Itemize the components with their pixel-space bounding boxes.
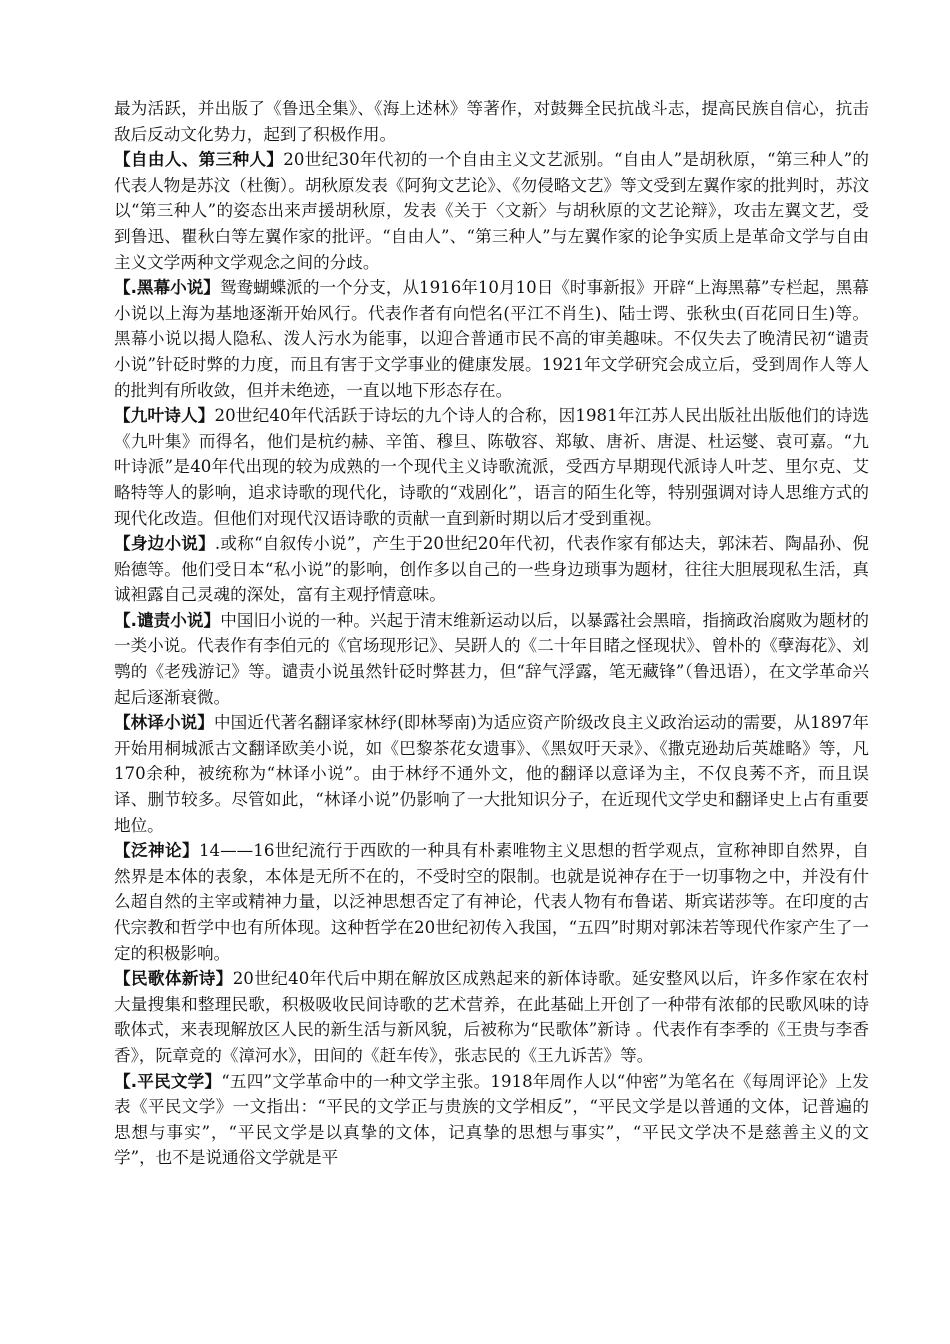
entry-term: 【自由人、第三种人】	[114, 150, 284, 170]
entry-text: .或称“自叙传小说”，产生于20世纪20年代初，代表作家有郁达夫，郭沫若、陶晶孙、倪贻德等。他们受日本“私小说”的影响，创作多以自己的一些身边琐事为题材，往往大胆展现私生活，真诚袒露自己灵魂的深处，富有主观抒情意味。	[114, 534, 870, 605]
entry-qianze-xiaoshuo	[114, 608, 869, 710]
entry-term: 【九叶诗人】	[114, 406, 215, 426]
entry-text: 20世纪40年代后中期在解放区成熟起来的新体诗歌。延安整风以后，许多作家在农村大量搜集和整理民歌，积极吸收民间诗歌的艺术营养，在此基础上开创了一种带有浓郁的民歌风味的诗歌体式，来表现解放区人民的新生活与新风貌，后被称为“民歌体”新诗 。代表作有李季的《王贵与李香香》，阮章竞的《漳河水》，田间的《赶车传》，张志民的《王九诉苦》等。	[114, 969, 869, 1065]
entry-term: 【身边小说】	[114, 534, 215, 554]
entry-linyi-xiaoshuo	[114, 710, 869, 838]
entry-term: 【.黑幕小说】	[114, 278, 220, 298]
document-page	[114, 96, 869, 1171]
entry-text: “五四”文学革命中的一种文学主张。1918年周作人以“仲密”为笔名在《每周评论》上发表《平民文学》一文指出：“平民的文学正与贵族的文学相反”，“平民文学是以普通的文体，记普遍的思想与事实”，“平民文学是以真挚的文体，记真挚的思想与事实”，“平民文学决不是慈善主义的文学”，也不是说通俗文学就是平	[114, 1071, 869, 1168]
entry-text: 20世纪40年代活跃于诗坛的九个诗人的合称，因1981年江苏人民出版社出版他们的诗选《九叶集》而得名，他们是杭约赫、辛笛、穆旦、陈敬容、郑敏、唐祈、唐湜、杜运燮、袁可嘉。“九叶诗派”是40年代出现的较为成熟的一个现代主义诗歌流派，受西方早期现代派诗人叶芝、里尔克、艾略特等人的影响，追求诗歌的现代化，诗歌的“戏剧化”，语言的陌生化等，特别强调对诗人思维方式的现代化改造。但他们对现代汉语诗歌的贡献一直到新时期以后才受到重视。	[114, 406, 869, 528]
entry-text: 20世纪30年代初的一个自由主义文艺派别。“自由人”是胡秋原，“第三种人”的代表人物是苏汶（杜衡）。胡秋原发表《阿狗文艺论》、《勿侵略文艺》等文受到左翼作家的批判时，苏汶以“第三种人”的姿态出来声援胡秋原，发表《关于〈文新〉与胡秋原的文艺论辩》，攻击左翼文艺，受到鲁迅、瞿秋白等左翼作家的批评。“自由人”、“第三种人”与左翼作家的论争实质上是革命文学与自由主义文学两种文学观念之间的分歧。	[114, 150, 870, 272]
entry-term: 【泛神论】	[114, 841, 199, 861]
entry-ziyouren-disanzhongren	[114, 147, 869, 275]
entry-term: 【民歌体新诗】	[114, 969, 233, 989]
entry-term: 【林译小说】	[114, 713, 214, 733]
entry-text: 14——16世纪流行于西欧的一种具有朴素唯物主义思想的哲学观点，宣称神即自然界，自然界是本体的表象，本体是无所不在的，不受时空的限制。也就是说神存在于一切事物之中，并没有什么超自然的主宰或精神力量，以泛神思想否定了有神论，代表人物有布鲁诺、斯宾诺莎等。在印度的古代宗教和哲学中也有所体现。这种哲学在20世纪初传入我国，“五四”时期对郭沫若等现代作家产生了一定的积极影响。	[114, 841, 869, 963]
entry-jiuye-shiren	[114, 403, 869, 531]
paragraph-continuation	[114, 96, 869, 147]
entry-shenbian-xiaoshuo	[114, 531, 869, 608]
entry-term: 【.谴责小说】	[114, 610, 221, 630]
entry-term: 【.平民文学】	[114, 1071, 222, 1091]
entry-mingeti-xinshi	[114, 966, 869, 1068]
entry-fanshenlun	[114, 838, 869, 966]
paragraph-text: 最为活跃，并出版了《鲁迅全集》、《海上述林》等著作，对鼓舞全民抗战斗志，提高民族自信心，抗击敌后反动文化势力，起到了积极作用。	[114, 99, 869, 144]
entry-text: 鸳鸯蝴蝶派的一个分支，从1916年10月10日《时事新报》开辟“上海黑幕”专栏起，黑幕小说以上海为基地逐渐开始风行。代表作者有向恺名(平江不肖生)、陆士谔、张秋虫(百花同日生)等。黑幕小说以揭人隐私、泼人污水为能事，以迎合普通市民不高的审美趣味。不仅失去了晚清民初“谴责小说”针砭时弊的力度，而且有害于文学事业的健康发展。1921年文学研究会成立后，受到周作人等人的批判有所收敛，但并未绝迹，一直以地下形态存在。	[114, 278, 869, 400]
entry-heimu-xiaoshuo	[114, 275, 869, 403]
entry-pingmin-wenxue	[114, 1069, 869, 1171]
entry-text: 中国旧小说的一种。兴起于清末维新运动以后，以暴露社会黑暗，指摘政治腐败为题材的一类小说。代表作有李伯元的《官场现形记》、吴趼人的《二十年目睹之怪现状》、曾朴的《孽海花》、刘鹗的《老残游记》等。谴责小说虽然针砭时弊甚力，但“辞气浮露，笔无藏锋”（鲁迅语），在文学革命兴起后逐渐衰微。	[114, 610, 870, 707]
entry-text: 中国近代著名翻译家林纾(即林琴南)为适应资产阶级改良主义政治运动的需要，从1897年开始用桐城派古文翻译欧美小说，如《巴黎茶花女遗事》、《黑奴吁天录》、《撒克逊劫后英雄略》等，凡170余种，被统称为“林译小说”。由于林纾不通外文，他的翻译以意译为主，不仅良莠不齐，而且误译、删节较多。尽管如此，“林译小说”仍影响了一大批知识分子，在近现代文学史和翻译史上占有重要地位。	[114, 713, 870, 835]
